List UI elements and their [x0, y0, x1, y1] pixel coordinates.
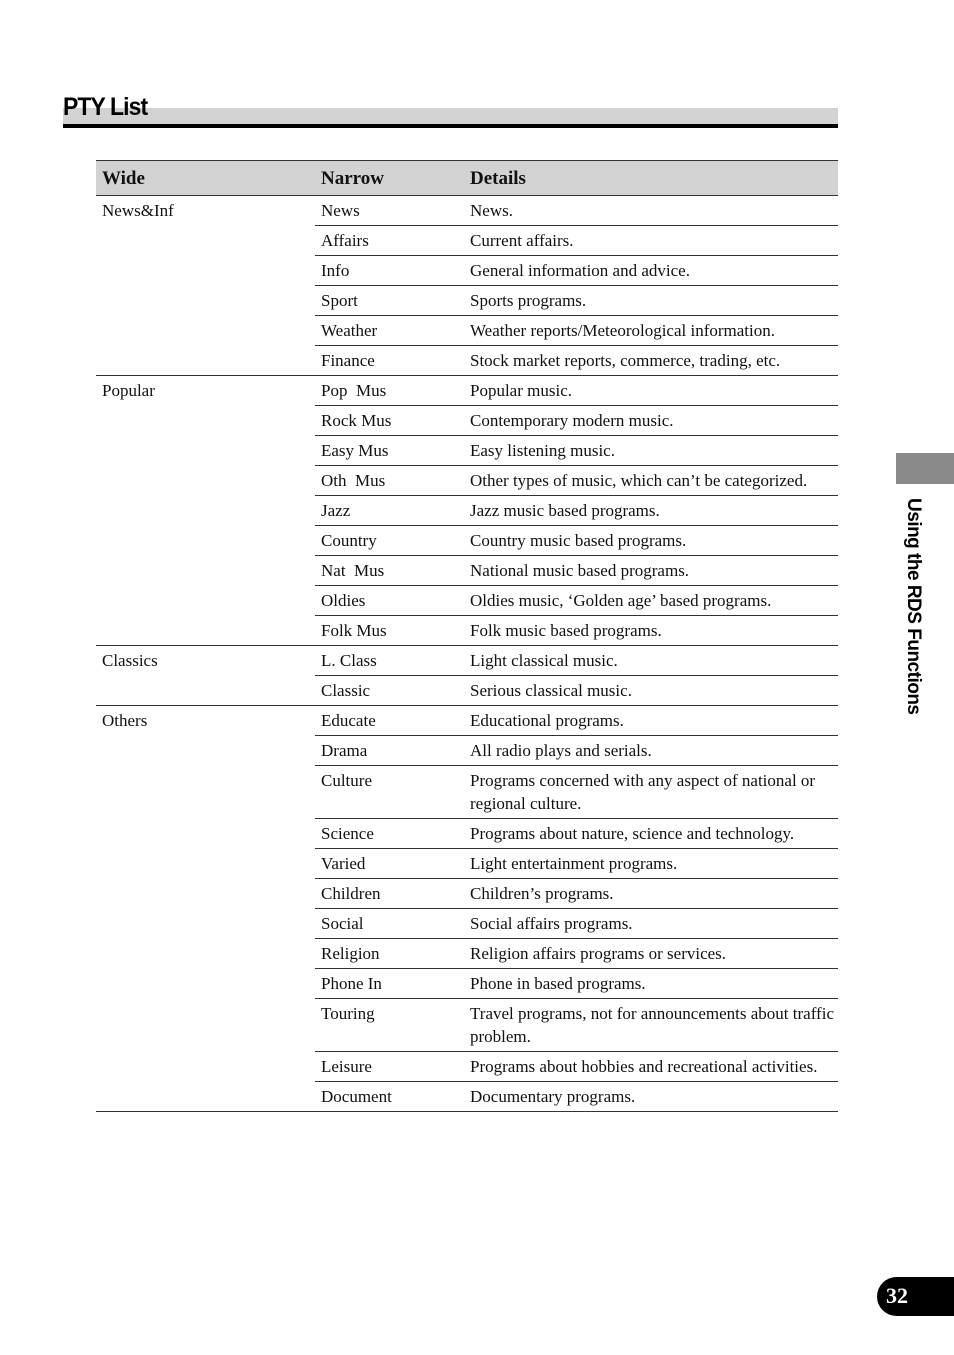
page-number: 32	[886, 1283, 908, 1308]
pty-table	[96, 160, 838, 1112]
narrow-pty-cell: Children	[315, 879, 464, 909]
details-cell: Contemporary modern music.	[464, 406, 838, 436]
narrow-pty-cell: Oth Mus	[315, 466, 464, 496]
wide-category-cell: News&Inf	[96, 196, 315, 376]
details-cell: Sports programs.	[464, 286, 838, 316]
narrow-pty-cell: Folk Mus	[315, 616, 464, 646]
details-cell: Popular music.	[464, 376, 838, 406]
details-cell: Travel programs, not for announcements about traffic problem.	[464, 999, 838, 1052]
details-cell: Programs concerned with any aspect of national or regional culture.	[464, 766, 838, 819]
narrow-pty-cell: Oldies	[315, 586, 464, 616]
narrow-pty-cell: Phone In	[315, 969, 464, 999]
details-cell: Oldies music, ‘Golden age’ based programs.	[464, 586, 838, 616]
details-cell: News.	[464, 196, 838, 226]
details-cell: Folk music based programs.	[464, 616, 838, 646]
side-tab-label: Using the RDS Functions	[903, 498, 924, 715]
narrow-pty-cell: Educate	[315, 706, 464, 736]
narrow-pty-cell: Varied	[315, 849, 464, 879]
details-cell: Other types of music, which can’t be categorized.	[464, 466, 838, 496]
title-rule	[63, 124, 838, 128]
details-cell: Stock market reports, commerce, trading, etc.	[464, 346, 838, 376]
narrow-pty-cell: Culture	[315, 766, 464, 819]
narrow-pty-cell: Drama	[315, 736, 464, 766]
table-row	[96, 196, 838, 226]
details-cell: All radio plays and serials.	[464, 736, 838, 766]
narrow-pty-cell: News	[315, 196, 464, 226]
narrow-pty-cell: Easy Mus	[315, 436, 464, 466]
narrow-pty-cell: Science	[315, 819, 464, 849]
header-wide: Wide	[96, 161, 315, 196]
narrow-pty-cell: Country	[315, 526, 464, 556]
table-header-row	[96, 161, 838, 196]
wide-category-cell: Popular	[96, 376, 315, 646]
narrow-pty-cell: Affairs	[315, 226, 464, 256]
header-details: Details	[464, 161, 838, 196]
details-cell: Educational programs.	[464, 706, 838, 736]
wide-category-cell: Classics	[96, 646, 315, 706]
details-cell: Phone in based programs.	[464, 969, 838, 999]
title-band	[63, 108, 838, 125]
narrow-pty-cell: Sport	[315, 286, 464, 316]
side-tab-marker	[896, 453, 954, 484]
details-cell: Easy listening music.	[464, 436, 838, 466]
wide-category-cell: Others	[96, 706, 315, 1112]
narrow-pty-cell: Finance	[315, 346, 464, 376]
narrow-pty-cell: Social	[315, 909, 464, 939]
narrow-pty-cell: Classic	[315, 676, 464, 706]
details-cell: General information and advice.	[464, 256, 838, 286]
details-cell: Programs about nature, science and technology.	[464, 819, 838, 849]
details-cell: Children’s programs.	[464, 879, 838, 909]
narrow-pty-cell: Leisure	[315, 1052, 464, 1082]
details-cell: Light entertainment programs.	[464, 849, 838, 879]
narrow-pty-cell: L. Class	[315, 646, 464, 676]
narrow-pty-cell: Touring	[315, 999, 464, 1052]
details-cell: Serious classical music.	[464, 676, 838, 706]
narrow-pty-cell: Jazz	[315, 496, 464, 526]
header-narrow: Narrow	[315, 161, 464, 196]
table-body	[96, 196, 838, 1112]
narrow-pty-cell: Nat Mus	[315, 556, 464, 586]
narrow-pty-cell: Info	[315, 256, 464, 286]
table-row	[96, 646, 838, 676]
narrow-pty-cell: Religion	[315, 939, 464, 969]
details-cell: Religion affairs programs or services.	[464, 939, 838, 969]
details-cell: Social affairs programs.	[464, 909, 838, 939]
details-cell: Current affairs.	[464, 226, 838, 256]
details-cell: Weather reports/Meteorological information.	[464, 316, 838, 346]
narrow-pty-cell: Pop Mus	[315, 376, 464, 406]
details-cell: National music based programs.	[464, 556, 838, 586]
page-title: PTY List	[63, 93, 148, 121]
details-cell: Jazz music based programs.	[464, 496, 838, 526]
details-cell: Documentary programs.	[464, 1082, 838, 1112]
details-cell: Programs about hobbies and recreational activities.	[464, 1052, 838, 1082]
table-row	[96, 706, 838, 736]
narrow-pty-cell: Weather	[315, 316, 464, 346]
details-cell: Country music based programs.	[464, 526, 838, 556]
narrow-pty-cell: Rock Mus	[315, 406, 464, 436]
table-row	[96, 376, 838, 406]
details-cell: Light classical music.	[464, 646, 838, 676]
narrow-pty-cell: Document	[315, 1082, 464, 1112]
